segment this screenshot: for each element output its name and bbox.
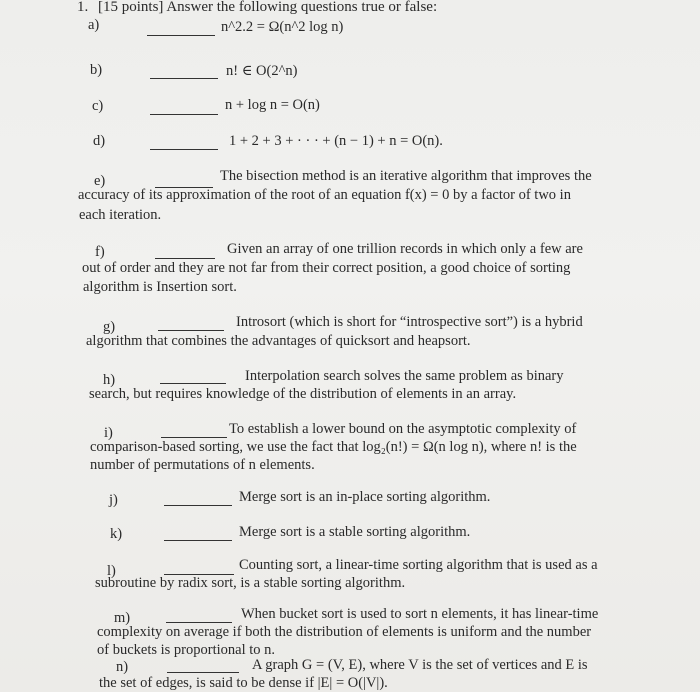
question-g-line-1: Introsort (which is short for “introspective sort”) is a hybrid bbox=[236, 314, 583, 330]
answer-blank-k[interactable] bbox=[164, 540, 232, 541]
question-e-line-2: accuracy of its approximation of the root of an equation f(x) = 0 by a factor of two in bbox=[78, 187, 571, 203]
answer-blank-a[interactable] bbox=[147, 35, 215, 36]
question-g-line-2: algorithm that combines the advantages of quicksort and heapsort. bbox=[86, 333, 471, 349]
question-k-statement: Merge sort is a stable sorting algorithm. bbox=[239, 524, 471, 540]
question-header bbox=[77, 0, 437, 16]
question-h-line-1: Interpolation search solves the same problem as binary bbox=[245, 368, 564, 384]
question-f-label: f) bbox=[95, 244, 105, 260]
question-e-line-3: each iteration. bbox=[79, 207, 162, 223]
question-h-label: h) bbox=[103, 372, 116, 388]
question-f-line-1: Given an array of one trillion records in which only a few are bbox=[227, 241, 583, 257]
answer-blank-n[interactable] bbox=[167, 672, 239, 673]
question-c-label: c) bbox=[92, 98, 104, 114]
answer-blank-j[interactable] bbox=[164, 505, 232, 506]
question-j-label: j) bbox=[109, 492, 118, 508]
question-b-label: b) bbox=[90, 62, 103, 78]
question-l-line-2: subroutine by radix sort, is a stable sorting algorithm. bbox=[95, 575, 406, 591]
question-l-label: l) bbox=[107, 563, 116, 579]
question-j-statement: Merge sort is an in-place sorting algorithm. bbox=[239, 489, 491, 505]
question-l-line-1: Counting sort, a linear-time sorting algorithm that is used as a bbox=[239, 557, 598, 573]
answer-blank-b[interactable] bbox=[150, 78, 218, 79]
question-a-statement: n^2.2 = Ω(n^2 log n) bbox=[221, 19, 344, 35]
answer-blank-h[interactable] bbox=[160, 383, 226, 384]
question-i-line-3: number of permutations of n elements. bbox=[90, 457, 315, 473]
question-d-label: d) bbox=[93, 133, 106, 149]
question-i-label: i) bbox=[104, 425, 113, 441]
question-h-line-2: search, but requires knowledge of the distribution of elements in an array. bbox=[89, 386, 517, 402]
question-m-label: m) bbox=[114, 610, 131, 626]
question-d-statement: 1 + 2 + 3 + · · · + (n − 1) + n = O(n). bbox=[229, 133, 443, 149]
question-n-line-2: the set of edges, is said to be dense if |E| = O(|V|). bbox=[99, 675, 388, 691]
question-b-statement: n! ∈ O(2^n) bbox=[226, 63, 298, 79]
question-a-label: a) bbox=[88, 17, 100, 33]
question-n-line-1: A graph G = (V, E), where V is the set of vertices and E is bbox=[252, 657, 588, 673]
answer-blank-c[interactable] bbox=[150, 114, 218, 115]
question-e-label: e) bbox=[94, 173, 106, 189]
question-f-line-3: algorithm is Insertion sort. bbox=[83, 279, 237, 295]
answer-blank-d[interactable] bbox=[150, 149, 218, 150]
question-i-line-2: comparison-based sorting, we use the fact that log₂(n!) = Ω(n log n), where n! is the bbox=[90, 439, 577, 455]
question-m-line-3: of buckets is proportional to n. bbox=[97, 642, 276, 658]
question-m-line-2: complexity on average if both the distribution of elements is uniform and the number bbox=[97, 624, 592, 640]
question-i-line-1: To establish a lower bound on the asymptotic complexity of bbox=[229, 421, 577, 437]
question-c-statement: n + log n = O(n) bbox=[225, 97, 320, 113]
question-m-line-1: When bucket sort is used to sort n elements, it has linear-time bbox=[241, 606, 599, 622]
question-number: 1. bbox=[77, 0, 89, 15]
question-k-label: k) bbox=[110, 526, 123, 542]
answer-blank-g[interactable] bbox=[158, 330, 224, 331]
question-f-line-2: out of order and they are not far from their correct position, a good choice of sorting bbox=[82, 260, 571, 276]
question-instructions: [15 points] Answer the following questions true or false: bbox=[98, 0, 438, 15]
question-g-label: g) bbox=[103, 319, 116, 335]
question-e-line-1: The bisection method is an iterative algorithm that improves the bbox=[220, 168, 592, 184]
question-n-label: n) bbox=[116, 659, 129, 675]
